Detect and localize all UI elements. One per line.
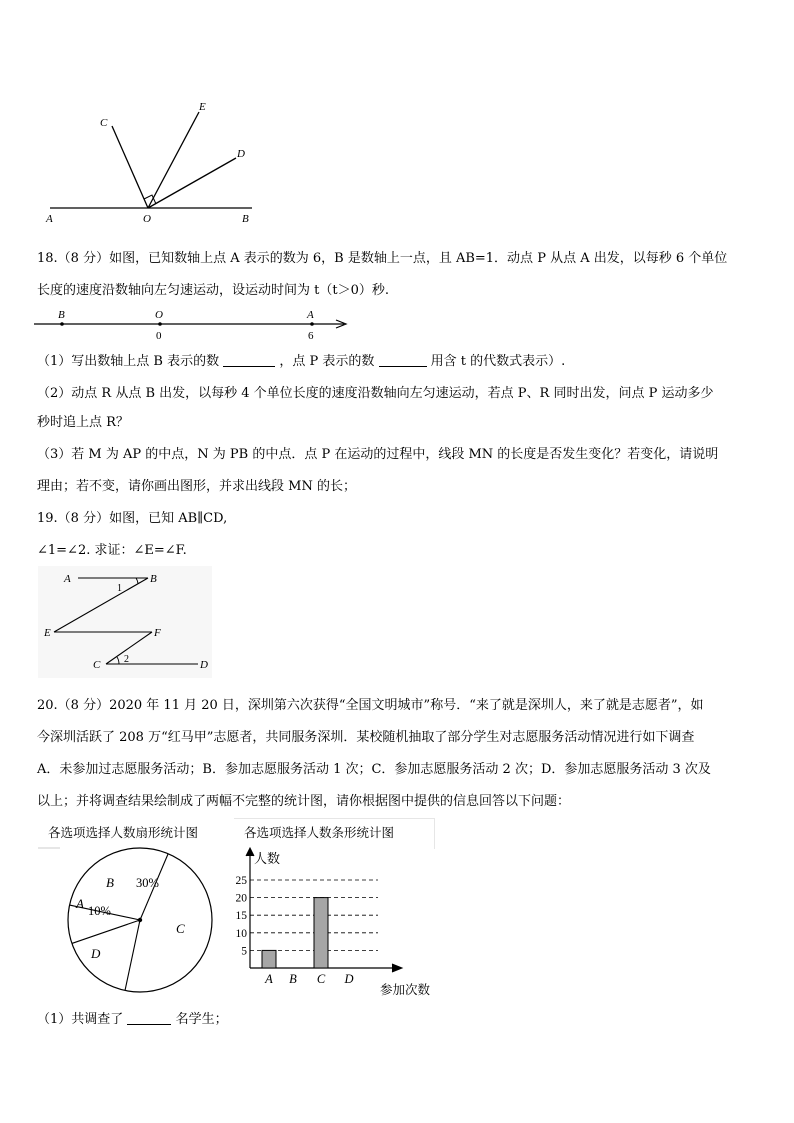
bar-category-label-A: A (265, 972, 273, 986)
bar-A (262, 950, 276, 968)
q20-sub1-text-b: 名学生； (175, 1012, 228, 1027)
bar-y-tick-label: 20 (235, 892, 247, 905)
nl-label-A: A (307, 309, 314, 321)
pie-slice-label-A: A (76, 896, 84, 911)
parallel-figure (38, 566, 212, 678)
bar-category-label-B: B (289, 972, 297, 986)
q18-sub2-line1: （2）动点 R 从点 B 出发，以每秒 4 个单位长度的速度沿数轴向左匀速运动，若点 P、R 同时出发，问点 P 运动多少 (37, 386, 714, 401)
bar-y-tick-label: 25 (235, 875, 247, 887)
q18-sub3-line2: 理由；若不变，请你画出图形，并求出线段 MN 的长； (37, 479, 356, 494)
nl-tick-6: 6 (308, 330, 314, 342)
label-C: C (100, 117, 108, 129)
pie-slice-label-D: D (91, 946, 101, 961)
q18-line2: 长度的速度沿数轴向左匀速运动，设运动时间为 t（t＞0）秒. (37, 283, 389, 298)
q20-line3: A．未参加过志愿服务活动；B．参加志愿服务活动 1 次；C．参加志愿服务活动 2 次；D．参加志愿服务活动 3 次及 (37, 762, 711, 777)
bar-chart-title: 各选项选择人数条形统计图 (244, 825, 395, 840)
q20-line2: 今深圳活跃了 208 万“红马甲”志愿者，共同服务深圳．某校随机抽取了部分学生对志愿服务活动情况进行如下调查 (37, 730, 695, 745)
label-O: O (143, 213, 151, 225)
angle-figure (40, 98, 270, 228)
q18-sub3-line1: （3）若 M 为 AP 的中点，N 为 PB 的中点．点 P 在运动的过程中，线段 MN 的长度是否发生变化？若变化，请说明 (37, 447, 719, 462)
pie-slice-value-B: 30% (136, 876, 159, 890)
q18-sub1 (37, 353, 565, 371)
bar-category-label-D: D (344, 972, 354, 986)
fig19-label-B: B (150, 573, 157, 585)
bar-category-label-C: C (316, 972, 326, 986)
nl-label-O: O (155, 309, 163, 321)
pie-chart (38, 845, 228, 1005)
pie-slice-boundary (125, 920, 140, 990)
bar-y-tick-label: 15 (235, 910, 247, 923)
label-D: D (237, 148, 245, 160)
pie-chart-title: 各选项选择人数扇形统计图 (48, 825, 199, 840)
q19-line1: 19.（8 分）如图，已知 AB∥CD, (37, 511, 228, 526)
bar-y-axis-arrow (246, 848, 254, 856)
fig19-label-E: E (44, 627, 51, 639)
fig19-label-2: 2 (124, 654, 129, 665)
q18-sub2-line2: 秒时追上点 R？ (37, 415, 129, 430)
pie-slice-boundary (72, 920, 140, 943)
pie-slice-value-A: 10% (88, 904, 111, 918)
label-A: A (46, 213, 53, 225)
answer-blank-p[interactable] (379, 353, 427, 367)
q20-line1: 20.（8 分）2020 年 11 月 20 日，深圳第六次获得“全国文明城市”称号．“来了就是深圳人，来了就是志愿者”，如 (37, 698, 704, 713)
q19-line2: ∠1=∠2. 求证：∠E=∠F. (37, 543, 187, 558)
q18-sub1-text-a: （1）写出数轴上点 B 表示的数 (37, 354, 220, 369)
pie-slice-label-B: B (106, 875, 114, 890)
q20-line4: 以上；并将调查结果绘制成了两幅不完整的统计图，请你根据图中提供的信息回答以下问题： (37, 794, 571, 809)
bar-x-label: 参加次数 (380, 983, 431, 997)
q20-sub1 (37, 1011, 228, 1029)
fig19-label-C: C (93, 659, 101, 671)
bar-x-axis-arrow (392, 964, 402, 972)
fig19-label-1: 1 (117, 583, 122, 594)
bar-y-label: 人数 (254, 851, 281, 866)
bar-y-tick-label: 5 (241, 945, 247, 958)
pie-center (138, 918, 142, 922)
nl-tick-0: 0 (156, 330, 162, 342)
q18-line1: 18.（8 分）如图，已知数轴上点 A 表示的数为 6，B 是数轴上一点，且 AB=1．动点 P 从点 A 出发，以每秒 6 个单位 (37, 251, 728, 266)
q20-sub1-text-a: （1）共调查了 (37, 1012, 124, 1027)
bar-y-tick-label: 10 (235, 927, 247, 940)
fig19-label-F: F (154, 627, 161, 639)
fig19-label-D: D (200, 659, 208, 671)
answer-blank-b[interactable] (223, 353, 275, 367)
number-line (34, 306, 354, 344)
label-E: E (199, 101, 206, 113)
label-B: B (242, 213, 249, 225)
fig19-label-A: A (64, 573, 71, 585)
answer-blank-students[interactable] (127, 1011, 171, 1025)
q18-sub1-text-b: ，点 P 表示的数 (279, 354, 375, 369)
q18-sub1-text-c: 用含 t 的代数式表示）. (430, 354, 566, 369)
bar-chart (228, 848, 443, 998)
nl-label-B: B (58, 309, 65, 321)
pie-slice-label-C: C (176, 921, 185, 936)
bar-C (314, 898, 328, 968)
